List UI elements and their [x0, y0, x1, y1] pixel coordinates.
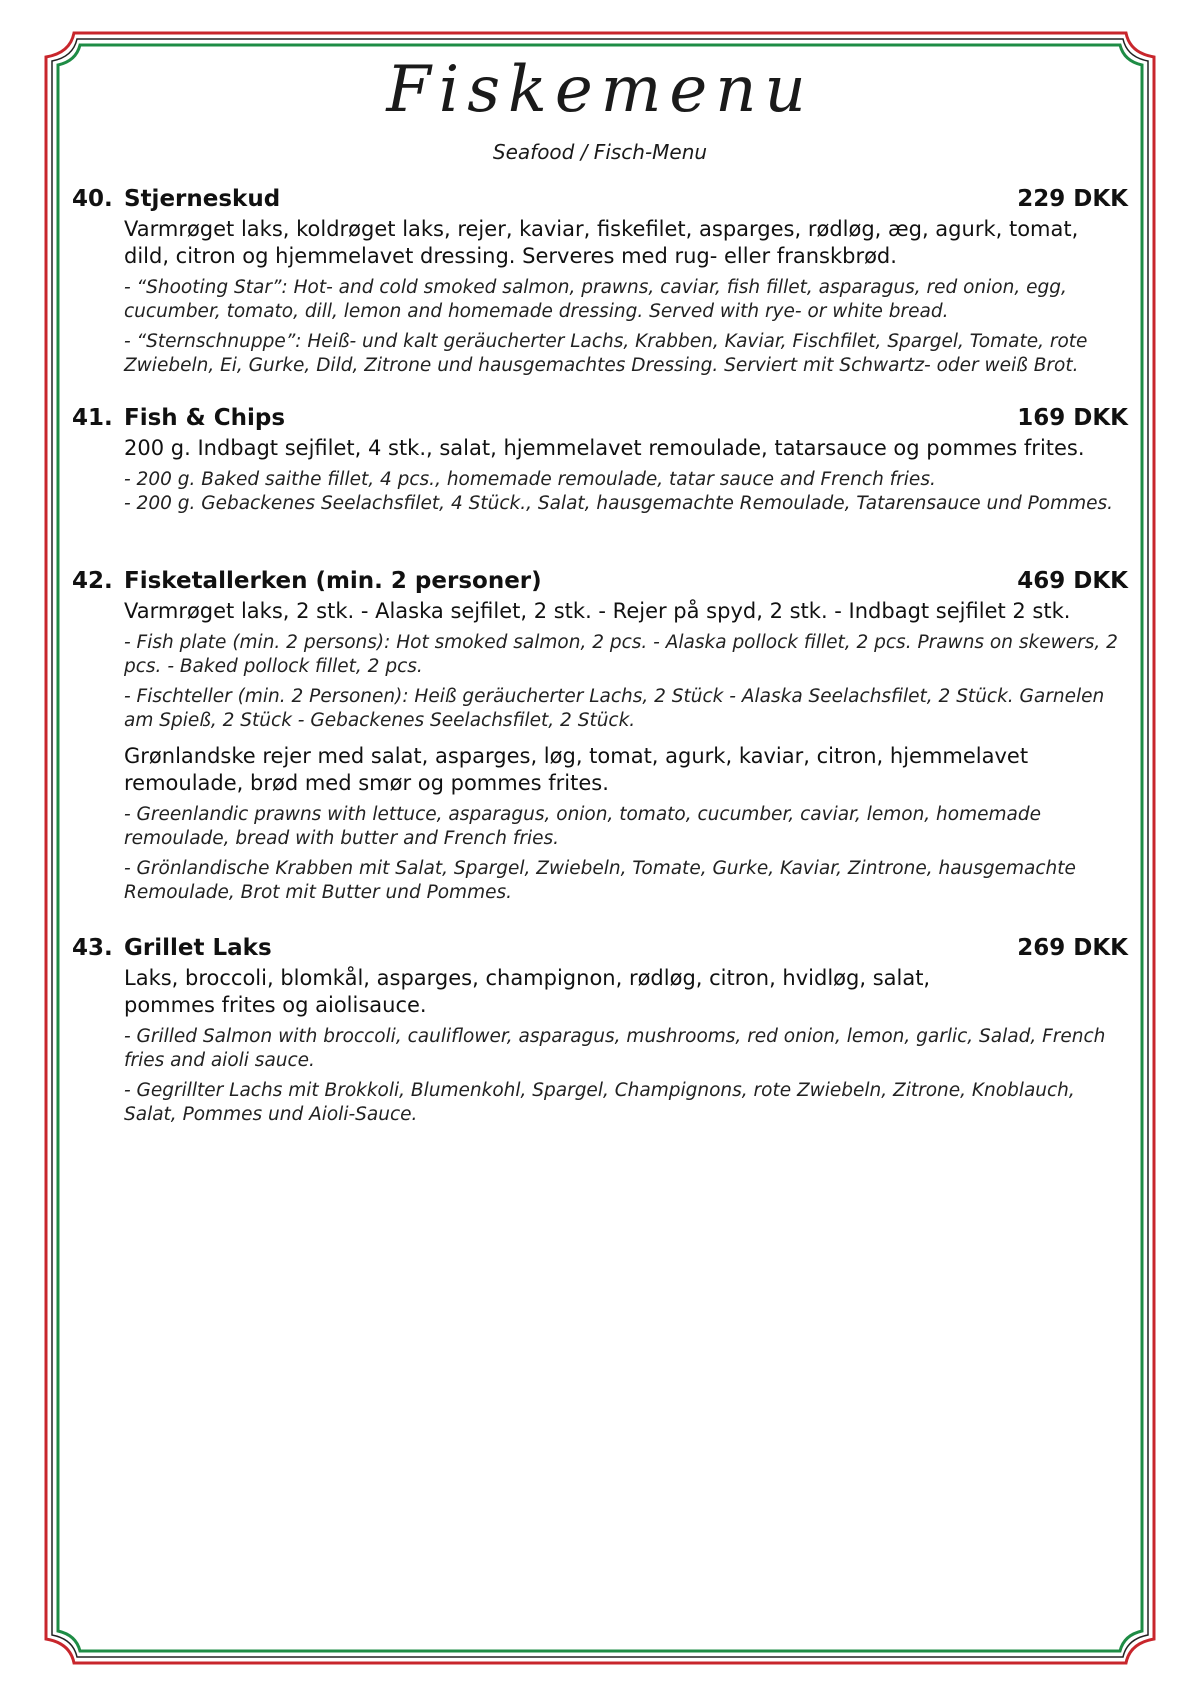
- item-price: 469 DKK: [1017, 568, 1128, 594]
- item-price: 229 DKK: [1017, 186, 1128, 212]
- item-extra-description-en: - Greenlandic prawns with lettuce, asparagus, onion, tomato, cucumber, caviar, lemon, homemade remoulade, bread with butter and French fries.: [124, 804, 1041, 849]
- item-description-de: - 200 g. Gebackenes Seelachsfilet, 4 Stück., Salat, hausgemachte Remoulade, Tatarensauce und Pommes.: [124, 493, 1114, 514]
- item-extra-description-de: - Grönlandische Krabben mit Salat, Spargel, Zwiebeln, Tomate, Gurke, Kaviar, Zintrone, hausgemachte Remoulade, Brot mit Butter und Pommes.: [124, 858, 1076, 903]
- item-description-en: - Fish plate (min. 2 persons): Hot smoked salmon, 2 pcs. - Alaska pollock fillet, 2 pcs. Prawns on skewers, 2 pcs. - Baked pollock fillet, 2 pcs.: [124, 632, 1118, 677]
- menu-item-43: [72, 935, 1128, 1127]
- item-description-de: - Fischteller (min. 2 Personen): Heiß geräucherter Lachs, 2 Stück - Alaska Seelachsfilet, 2 Stück. Garnelen am Spieß, 2 Stück - Gebackenes Seelachsfilet, 2 Stück.: [124, 686, 1105, 731]
- item-price: 269 DKK: [1017, 935, 1128, 961]
- item-name: Fisketallerken (min. 2 personer): [124, 568, 542, 594]
- item-description-de: - Gegrillter Lachs mit Brokkoli, Blumenkohl, Spargel, Champignons, rote Zwiebeln, Zitrone, Knoblauch, Salat, Pommes und Aioli-Sauce.: [124, 1080, 1075, 1125]
- menu-subtitle: Seafood / Fisch-Menu: [492, 140, 708, 164]
- menu-title: Fiskemenu: [386, 53, 814, 127]
- item-description-en: - “Shooting Star”: Hot- and cold smoked salmon, prawns, caviar, fish fillet, asparagus, red onion, egg, cucumber, tomato, dill, lemon and homemade dressing. Served with rye- or white bread.: [124, 277, 1067, 322]
- item-description-da: Laks, broccoli, blomkål, asparges, champignon, rødløg, citron, hvidløg, salat, pommes frites og aiolisauce.: [124, 966, 931, 1017]
- menu-header: [0, 53, 1200, 164]
- menu-item-41: [72, 405, 1128, 516]
- item-description-da: Varmrøget laks, 2 stk. - Alaska sejfilet, 2 stk. - Rejer på spyd, 2 stk. - Indbagt sejfilet 2 stk.: [124, 599, 1071, 623]
- item-description-de: - “Sternschnuppe”: Heiß- und kalt geräucherter Lachs, Krabben, Kaviar, Fischfilet, Spargel, Tomate, rote Zwiebeln, Ei, Gurke, Dild, Zitrone und hausgemachtes Dressing. Serviert mit Schwartz- oder weiß Brot.: [124, 331, 1088, 376]
- item-name: Grillet Laks: [124, 935, 272, 961]
- item-description-en: - Grilled Salmon with broccoli, cauliflower, asparagus, mushrooms, red onion, lemon, garlic, Salad, French fries and aioli sauce.: [124, 1026, 1106, 1071]
- item-name: Stjerneskud: [124, 186, 281, 212]
- menu-item-40: [72, 186, 1128, 378]
- item-extra-description-da: Grønlandske rejer med salat, asparges, løg, tomat, agurk, kaviar, citron, hjemmelavet remoulade, brød med smør og pommes frites.: [124, 744, 1029, 795]
- item-price: 169 DKK: [1017, 405, 1128, 431]
- menu-item-42: [72, 568, 1128, 905]
- item-name: Fish & Chips: [124, 405, 286, 431]
- item-number: 40.: [72, 186, 113, 212]
- item-number: 42.: [72, 568, 113, 594]
- item-number: 43.: [72, 935, 113, 961]
- item-description-en: - 200 g. Baked saithe fillet, 4 pcs., homemade remoulade, tatar sauce and French fries.: [124, 469, 936, 490]
- item-description-da: Varmrøget laks, koldrøget laks, rejer, kaviar, fiskefilet, asparges, rødløg, æg, agurk, tomat, dild, citron og hjemmelavet dressing. Serveres med rug- eller franskbrød.: [124, 217, 1079, 268]
- item-description-da: 200 g. Indbagt sejfilet, 4 stk., salat, hjemmelavet remoulade, tatarsauce og pommes frites.: [124, 436, 1085, 460]
- item-number: 41.: [72, 405, 113, 431]
